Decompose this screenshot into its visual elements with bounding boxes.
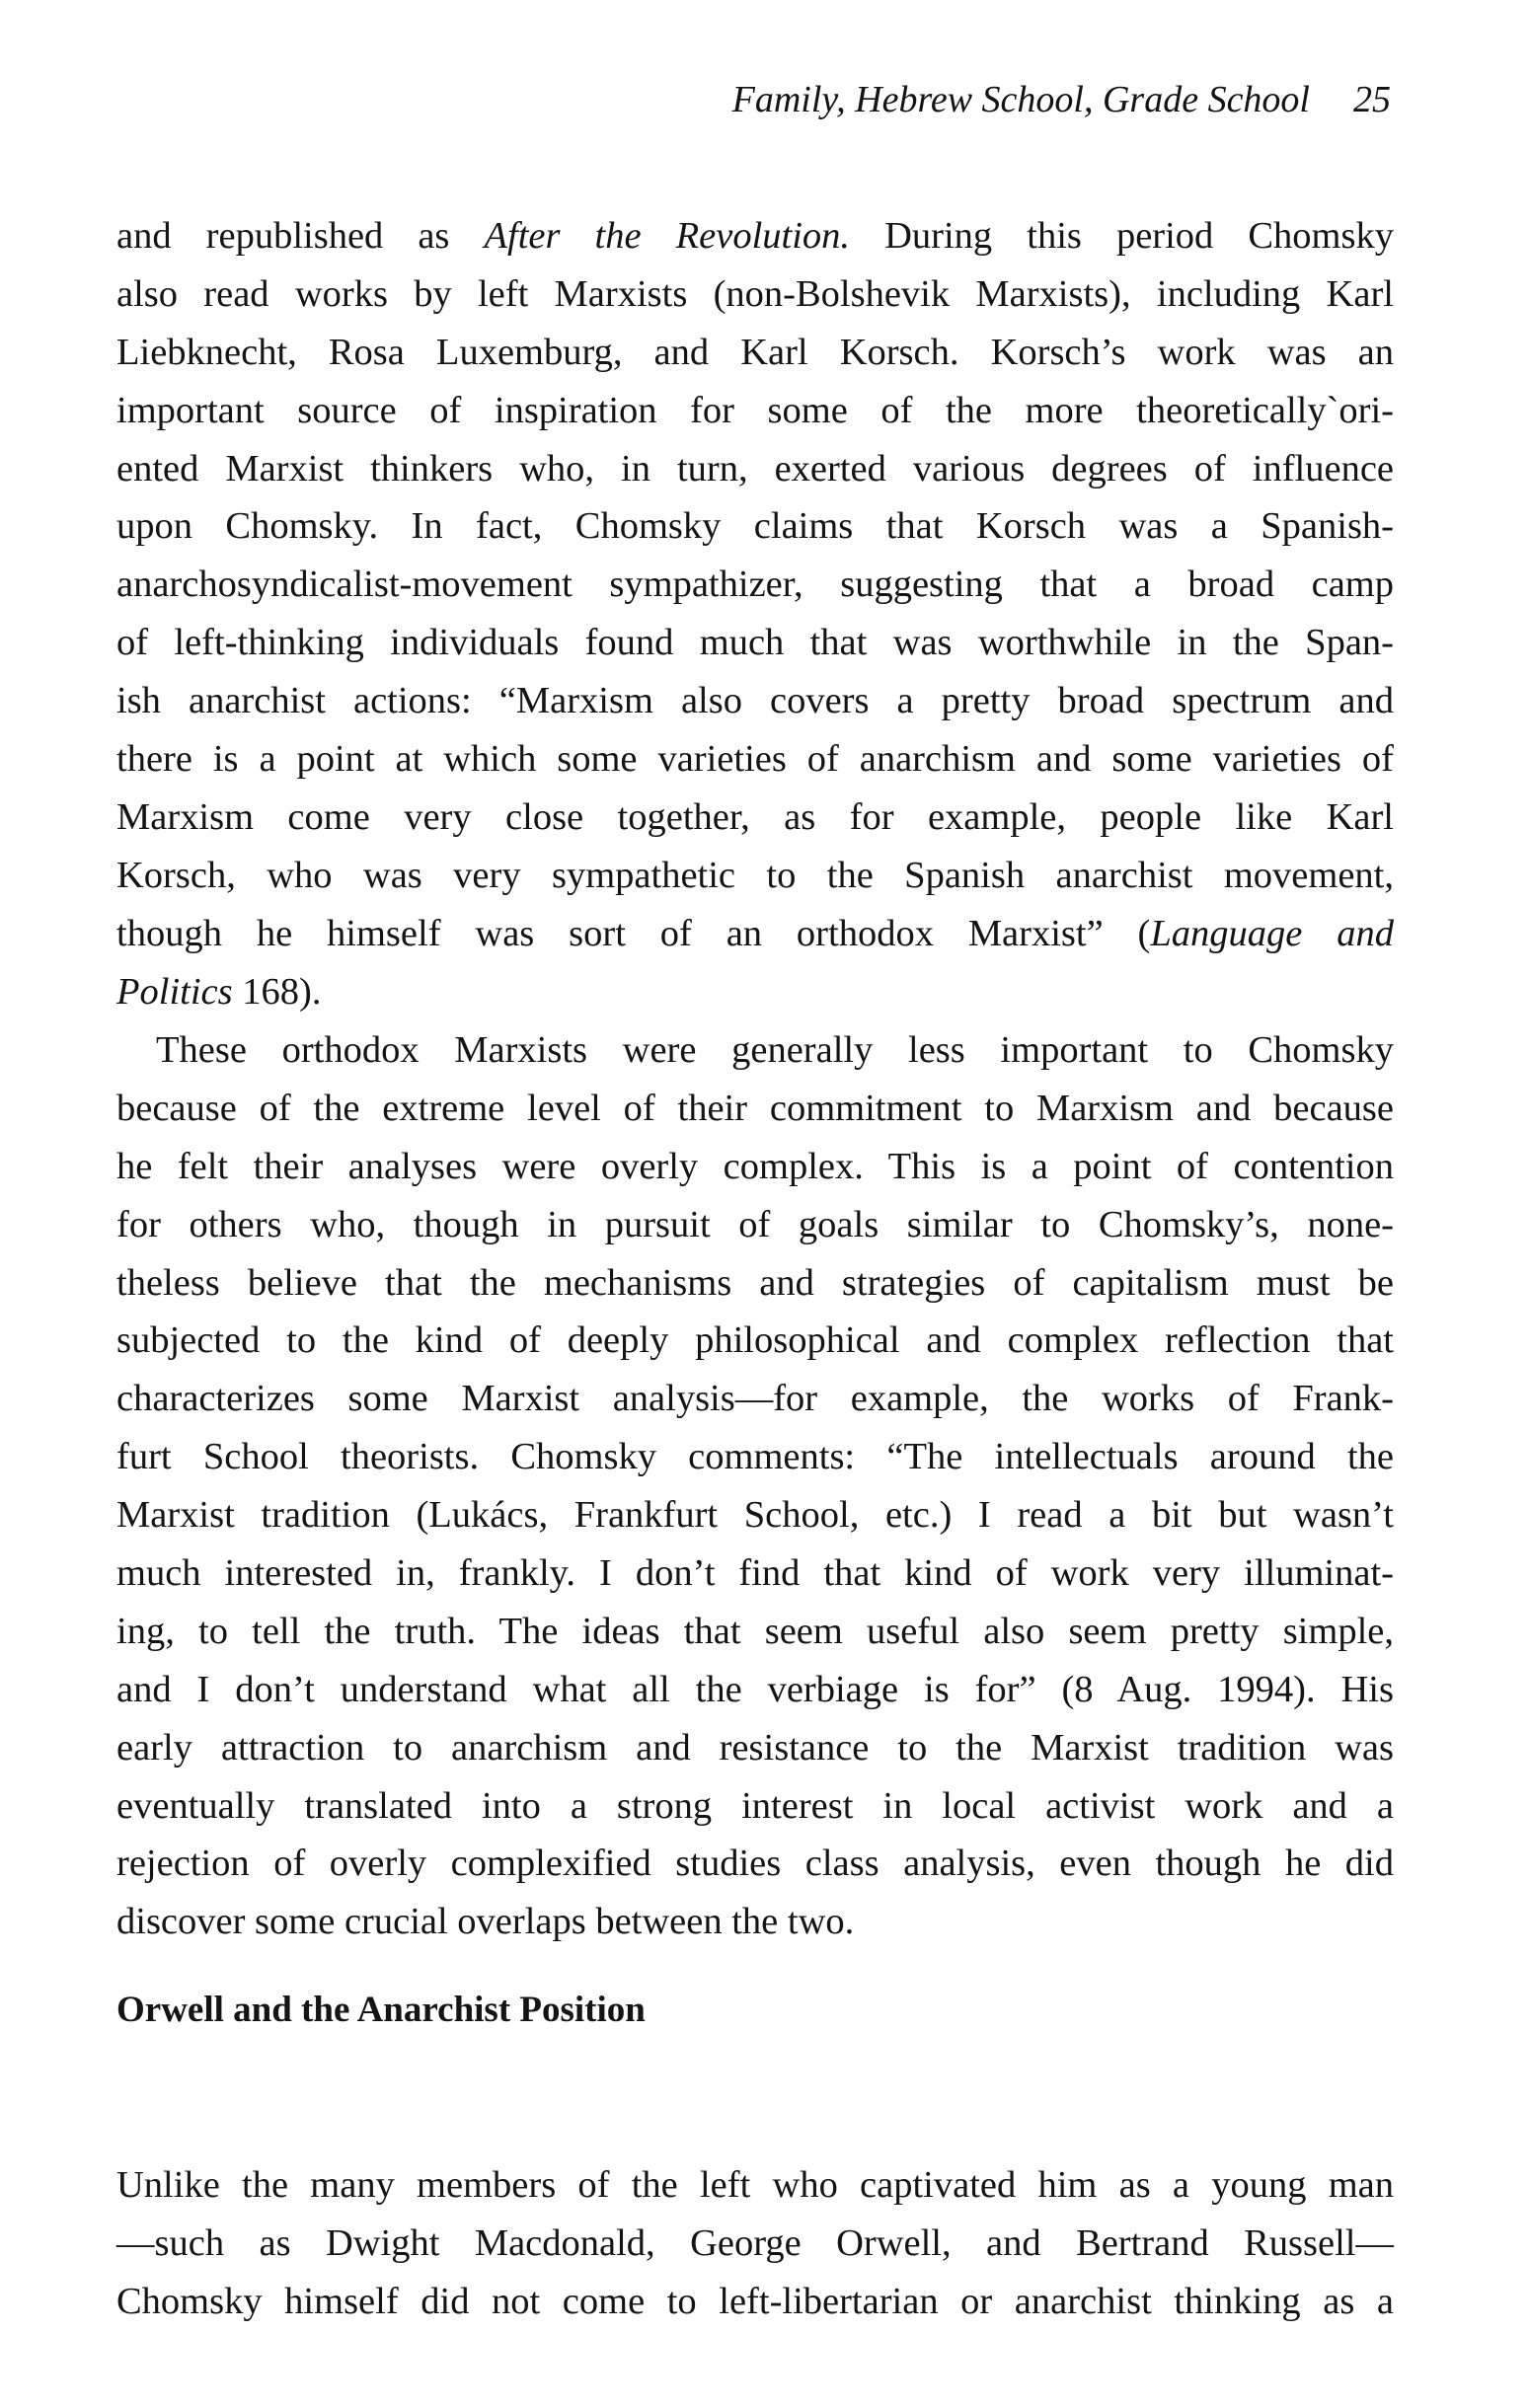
- text-line: [116, 789, 1394, 847]
- text-run: During this period Chomsky: [850, 215, 1394, 257]
- text-line: [116, 1777, 1394, 1836]
- text-line: [116, 1021, 1394, 1080]
- paragraph-1: [116, 207, 1394, 1020]
- text-run: subjected to the kind of deeply philosophical and complex reflection that: [116, 1319, 1394, 1362]
- text-line: [116, 1370, 1394, 1428]
- paragraph-2: [116, 1021, 1394, 1951]
- text-run: —such as Dwight Macdonald, George Orwell, and Bertrand Russell—: [116, 2221, 1394, 2264]
- text-run: and I don’t understand what all the verbiage is for” (8 Aug. 1994). His: [116, 1668, 1394, 1710]
- text-run: also read works by left Marxists (non-Bolshevik Marxists), including Karl: [116, 272, 1394, 315]
- text-run: Korsch, who was very sympathetic to the Spanish anarchist movement,: [116, 854, 1394, 896]
- running-header: [732, 81, 1391, 118]
- text-run: 168).: [232, 970, 322, 1013]
- text-line: [116, 1544, 1394, 1603]
- text-line: [116, 730, 1394, 789]
- text-line: [116, 324, 1394, 382]
- text-run: Unlike the many members of the left who captivated him as a young man: [116, 2164, 1394, 2206]
- text-line: [116, 963, 1394, 1021]
- text-run: Liebknecht, Rosa Luxemburg, and Karl Korsch. Korsch’s work was an: [116, 331, 1394, 373]
- text-run: of left-thinking individuals found much that was worthwhile in the Span-: [116, 622, 1394, 664]
- text-run: Marxism come very close together, as for example, people like Karl: [116, 795, 1394, 838]
- running-title: Family, Hebrew School, Grade School: [731, 79, 1310, 120]
- text-run: characterizes some Marxist analysis—for example, the works of Frank-: [116, 1378, 1394, 1420]
- text-line: [116, 2156, 1394, 2215]
- italic-run: Language and: [1150, 912, 1394, 954]
- text-run: anarchosyndicalist-movement sympathizer, suggesting that a broad camp: [116, 564, 1394, 606]
- paragraph-3: [116, 2156, 1394, 2331]
- text-line: [116, 1603, 1394, 1661]
- text-line: [116, 1196, 1394, 1254]
- text-line: [116, 265, 1394, 324]
- text-line: [116, 207, 1394, 265]
- text-line: [116, 614, 1394, 672]
- text-line: [116, 2215, 1394, 2273]
- text-line: [116, 1080, 1394, 1138]
- text-run: discover some crucial overlaps between the two.: [116, 1901, 855, 1943]
- text-run: Marxist tradition (Lukács, Frankfurt School, etc.) I read a bit but wasn’t: [116, 1494, 1394, 1537]
- text-line: [116, 1486, 1394, 1544]
- text-line: [116, 1428, 1394, 1486]
- text-line: [116, 2273, 1394, 2331]
- text-run: because of the extreme level of their commitment to Marxism and because: [116, 1087, 1394, 1129]
- text-run: and republished as: [116, 215, 485, 257]
- text-line: [116, 1312, 1394, 1370]
- text-run: These orthodox Marxists were generally less important to Chomsky: [156, 1029, 1394, 1071]
- text-line: [116, 382, 1394, 440]
- section-heading: Orwell and the Anarchist Position: [116, 1990, 646, 2030]
- text-line: [116, 440, 1394, 498]
- text-line: [116, 1893, 1394, 1951]
- text-run: ish anarchist actions: “Marxism also covers a pretty broad spectrum and: [116, 680, 1394, 722]
- text-run: early attraction to anarchism and resistance to the Marxist tradition was: [116, 1726, 1394, 1768]
- text-run: there is a point at which some varieties of anarchism and some varieties of: [116, 738, 1394, 781]
- text-run: he felt their analyses were overly complex. This is a point of contention: [116, 1145, 1394, 1187]
- text-run: ented Marxist thinkers who, in turn, exerted various degrees of influence: [116, 447, 1394, 489]
- italic-run: After the Revolution.: [484, 215, 851, 257]
- text-run: much interested in, frankly. I don’t find that kind of work very illuminat-: [116, 1552, 1394, 1595]
- text-line: [116, 905, 1394, 963]
- text-line: [116, 1138, 1394, 1196]
- text-run: eventually translated into a strong interest in local activist work and a: [116, 1784, 1394, 1827]
- text-line: [116, 556, 1394, 614]
- text-run: for others who, though in pursuit of goals similar to Chomsky’s, none-: [116, 1203, 1394, 1245]
- text-run: rejection of overly complexified studies class analysis, even though he did: [116, 1843, 1394, 1885]
- text-line: [116, 497, 1394, 556]
- text-line: [116, 672, 1394, 730]
- text-run: furt School theorists. Chomsky comments: “The intellectuals around the: [116, 1436, 1394, 1478]
- page-number: 25: [1353, 79, 1391, 120]
- text-run: upon Chomsky. In fact, Chomsky claims that Korsch was a Spanish-: [116, 505, 1394, 548]
- text-line: [116, 847, 1394, 905]
- text-line: [116, 1661, 1394, 1719]
- text-run: Chomsky himself did not come to left-libertarian or anarchist thinking as a: [116, 2280, 1394, 2322]
- text-line: [116, 1254, 1394, 1313]
- text-run: ing, to tell the truth. The ideas that seem useful also seem pretty simple,: [116, 1610, 1394, 1652]
- text-run: important source of inspiration for some of the more theoretically`ori-: [116, 389, 1394, 431]
- text-run: theless believe that the mechanisms and strategies of capitalism must be: [116, 1261, 1394, 1304]
- text-line: [116, 1835, 1394, 1893]
- italic-run: Politics: [116, 970, 233, 1013]
- text-run: though he himself was sort of an orthodox Marxist” (: [116, 912, 1151, 954]
- text-line: [116, 1719, 1394, 1777]
